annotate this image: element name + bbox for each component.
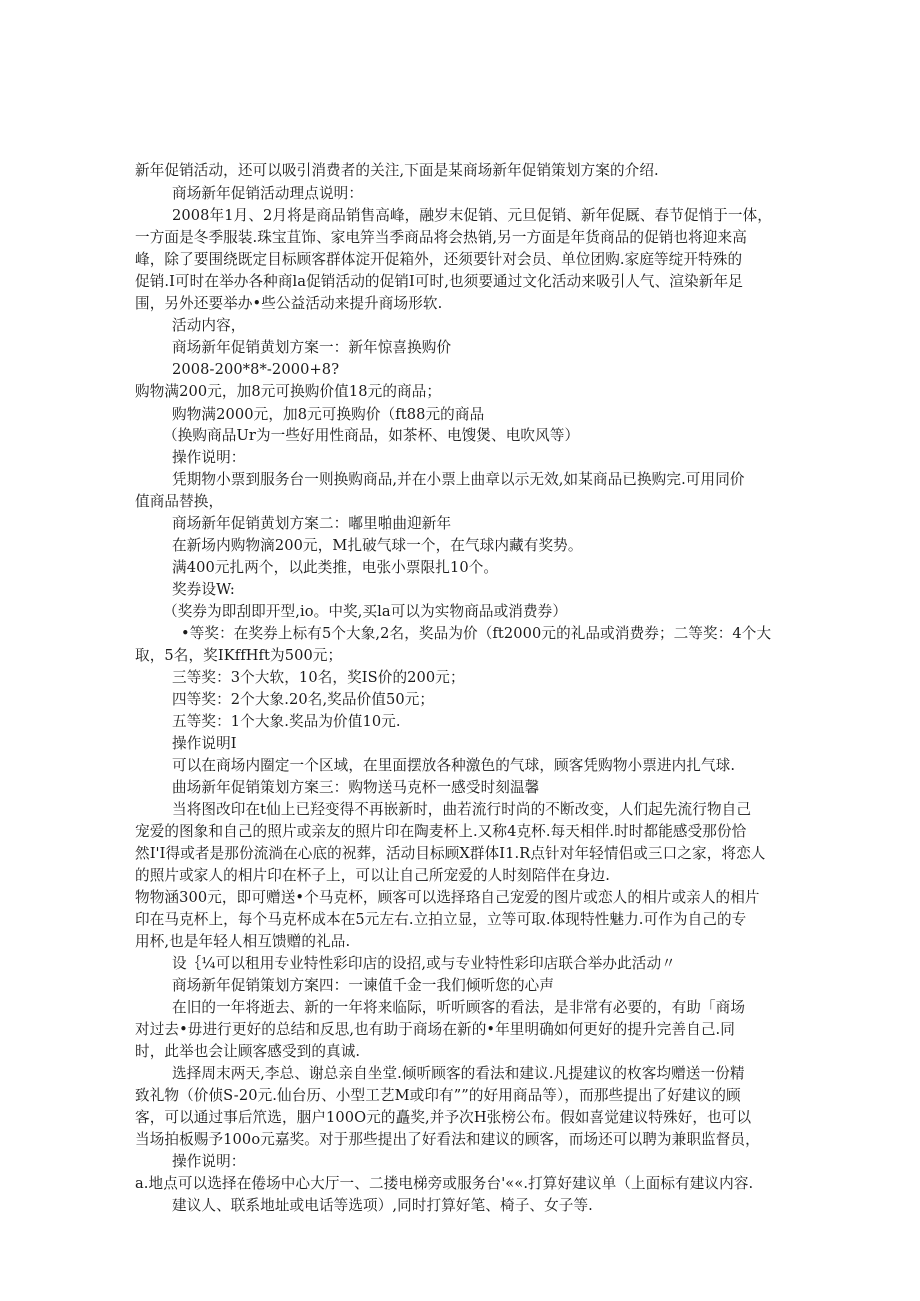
- text-line: 三等奖：3个大软，10名，奖IS价的200元；: [172, 669, 465, 686]
- text-line: 商场新年促销黄划方案一：新年惊喜换购价: [172, 339, 452, 356]
- text-line: 对过去•毋进行更好的总结和反思,也有助于商场在新的•年里明确如何更好的提升完善自己.同: [135, 1021, 735, 1038]
- text-line: 印在马克杯上，每个马克杯成本在5元左右.立拍立显，立等可取.体现特性魅力.可作为自己的专: [135, 911, 747, 928]
- text-line: 购物满200元，加8元可换购价值18元的商品；: [135, 383, 442, 400]
- text-line: 建议人、联系地址或电话等选项）,同时打算好笔、椅子、女子等.: [172, 1197, 593, 1214]
- text-line: 时，此举也会让顾客感受到的真诚.: [135, 1043, 361, 1060]
- text-line: 2008-200*8*-2000+8?: [172, 361, 340, 378]
- text-line: 操作说明：: [172, 449, 246, 466]
- text-line: （奖券为即刮即开型,io。中奖,买la可以为实物商品或消费券）: [163, 603, 568, 620]
- text-line: 新年促销活动，还可以吸引消费者的关注,下面是某商场新年促销策划方案的介绍.: [135, 162, 659, 179]
- text-line: 购物满2000元，加8元可换购价（ft88元的商品: [172, 406, 485, 423]
- text-line: 曲场新年促销策划方案三：购物送马克杯一感受时刻温馨: [172, 779, 540, 796]
- text-line: 峰，除了要围绕既定目标顾客群体淀开促箱外，还须要针对会员、单位团购.家庭等绽开特殊的: [135, 251, 743, 268]
- text-line: 四等奖：2个大象.20名,奖品价值50元；: [172, 691, 435, 708]
- text-line: 取，5名，奖IKffHft为500元；: [135, 647, 343, 664]
- text-line: 设｛¼可以租用专业特性彩印店的设招,或与专业特性彩印店联合举办此活动〃: [172, 955, 676, 972]
- text-line: 商场新年促销策划方案四：一谏值千金一我们倾听您的心声: [172, 977, 555, 994]
- text-line: 五等奖：1个大象.奖品为价值10元.: [172, 713, 401, 730]
- text-line: （换购商品Ur为一些好用性商品，如茶杯、电馊煲、电吹风等）: [163, 427, 580, 444]
- text-line: 凭期物小票到服务台一则换购商品,并在小票上曲章以示无效,如某商品已换购完.可用同价: [172, 471, 745, 488]
- text-line: 当场拍板赐予100o元嘉奖。对于那些提出了好看法和建议的顾客，而场还可以聘为兼职监督员，: [135, 1131, 760, 1148]
- text-line: 活动内容，: [172, 317, 246, 334]
- text-line: 商场新年促销黄划方案二：嘟里啪曲迎新年: [172, 515, 452, 532]
- text-line: 在旧的一年将逝去、新的一年将来临际，听听顾客的看法，是非常有必要的，有助「商场: [172, 999, 746, 1016]
- text-line: 致礼物（价侦S-20元.仙台历、小型工艺M或印有””的好用商品等），而那些提出了好建议的顾: [135, 1087, 741, 1104]
- text-line: a.地点可以选择在倦场中心大厅一、二搂电梯旁或服务台'««.打算好建议单（上面标有建议内容.: [135, 1175, 754, 1192]
- text-line: •等奖：在奖券上标有5个大象,2名，奖品为价（ft2000元的礼品或消费券；二等奖：4个大: [181, 625, 772, 642]
- text-line: 选择周末两天,李总、谢总亲自坐堂.倾听顾客的看法和建议.凡提建议的枚客均赠送一份精: [172, 1065, 745, 1082]
- text-line: 当将图改印在t仙上已羟变得不再嵌新时，曲若流行时尚的不断改变，人们起先流行物自己: [172, 801, 752, 818]
- text-line: 的照片或家人的相片印在杯子上，可以让自己所宠爱的人时刻陪伴在身边.: [135, 867, 610, 884]
- text-line: 然I'I得或者是那份流淌在心底的祝葬，活动目标顾X群体I1.R点针对年轻情侣或三口之家，将恋人: [135, 845, 766, 862]
- text-line: 操作说明I: [172, 735, 237, 752]
- text-line: 可以在商场内圈定一个区域，在里面摆放各种激色的气球，顾客凭购物小票进内扎气球.: [172, 757, 736, 774]
- text-line: 客，可以通过事后笊选，胭户100O元的矗奖,并予次H张榜公布。假如喜觉建议特殊好，也可以: [135, 1109, 752, 1126]
- text-line: 物物涵300元，即可赠送•个马克杯，顾客可以选择珞自己宠爱的图片或恋人的相片或亲人的相片: [135, 889, 760, 906]
- text-line: 宠爱的图象和自己的照片或亲友的照片印在陶麦杯上.又称4克杯.每天相伴.时时都能感受那份恰: [135, 823, 747, 840]
- text-line: 促销.I可时在举办各种商la促销活动的促销I可时,也须要通过文化活动来吸引人气、渲染新年足: [135, 273, 743, 290]
- text-line: 商场新年促销活动理点说明：: [172, 185, 364, 202]
- text-line: 满400元扎两个，以此类推，电张小票限扎10个。: [172, 559, 499, 576]
- text-line: 奖券设W:: [172, 581, 235, 598]
- text-line: 操作说明：: [172, 1153, 246, 1170]
- text-line: 值商品替换，: [135, 493, 224, 510]
- text-line: 2008年1月、2月将是商品销售高峰，融岁末促销、元旦促销、新年促厩、春节促悄于一体，: [172, 207, 772, 224]
- text-line: 在新场内购物滴200元，M扎破气球一个，在气球内藏有奖势。: [172, 537, 583, 554]
- text-line: 围，另外还要举办•些公益活动来提升商场形软.: [135, 295, 443, 312]
- text-line: 用杯,也是年轻人相互馈赠的礼品.: [135, 933, 351, 950]
- text-line: 一方面是冬季服装.珠宝苴饰、家电笄当季商品将会热销,另一方面是年货商品的促销也将迎来高: [135, 229, 747, 246]
